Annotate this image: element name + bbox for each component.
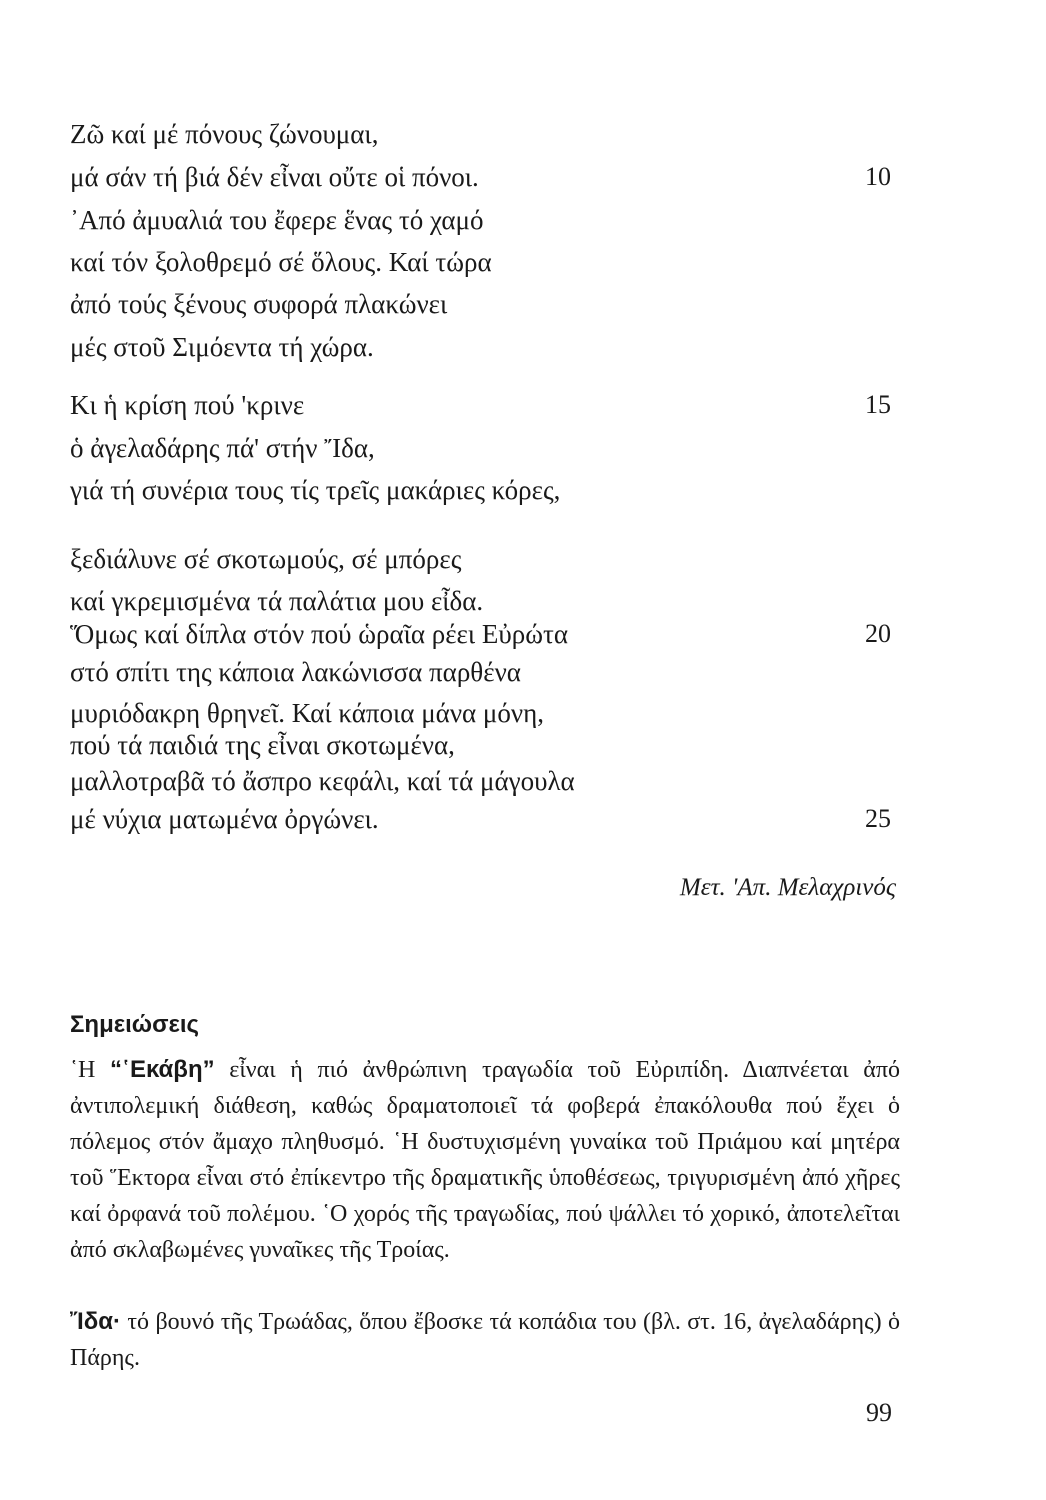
poem-line: ἀπό τούς ξένους συφορά πλακώνει bbox=[70, 289, 448, 319]
notes-paragraph bbox=[70, 1052, 900, 1268]
notes-prefix: ῾Η bbox=[70, 1057, 110, 1083]
notes-body: εἶναι ἡ πιό ἀνθρώπινη τραγωδία τοῦ Εὐριπίδη. Διαπνέεται ἀπό ἀντιπολεμική διάθεση, καθώς δραματοποιεῖ τά φοβερά ἐπακόλουθα πού ἔχει ὁ πόλεμος στόν ἄμαχο πληθυσμό. ῾Η δυστυχισμένη γυναίκα τοῦ Πριάμου καί μητέρα τοῦ Ἕκτορα εἶναι στό ἐπίκεντρο τῆς δραματικῆς ὑποθέσεως, τριγυρισμένη ἀπό χῆρες καί ὀρφανά τοῦ πολέμου. ῾Ο χορός τῆς τραγωδίας, πού ψάλλει τό χορικό, ἀποτελεῖται ἀπό σκλαβωμένες γυναῖκες τῆς Τροίας. bbox=[70, 1057, 900, 1263]
poem-line: μαλλοτραβᾶ τό ἄσπρο κεφάλι, καί τά μάγουλα bbox=[70, 766, 575, 796]
poem-line: γιά τή συνέρια τους τίς τρεῖς μακάριες κόρες, bbox=[70, 475, 561, 505]
translator-credit: Μετ. 'Απ. Μελαχρινός bbox=[679, 874, 896, 901]
poem-line: ᾿Από ἀμυαλιά του ἔφερε ἕνας τό χαμό bbox=[70, 205, 484, 235]
poem-line: μές στοῦ Σιμόεντα τή χώρα. bbox=[70, 332, 374, 362]
line-number: 20 bbox=[865, 619, 891, 648]
poem-line: στό σπίτι της κάποια λακώνισσα παρθένα bbox=[70, 657, 521, 687]
poem-line: καί γκρεμισμένα τά παλάτια μου εἶδα. bbox=[70, 586, 484, 616]
poem-line: πού τά παιδιά της εἶναι σκοτωμένα, bbox=[70, 730, 455, 760]
poem-line: Κι ἡ κρίση πού 'κρινε bbox=[70, 390, 305, 420]
poem-line: ὁ ἀγελαδάρης πά' στήν Ἴδα, bbox=[70, 433, 375, 463]
poem-line: μά σάν τή βιά δέν εἶναι οὔτε οἱ πόνοι. bbox=[70, 162, 479, 192]
line-number: 10 bbox=[865, 162, 891, 191]
page-number: 99 bbox=[866, 1398, 892, 1427]
line-number: 25 bbox=[865, 804, 891, 833]
line-number: 15 bbox=[865, 390, 891, 419]
poem-line: ξεδιάλυνε σέ σκοτωμούς, σέ μπόρες bbox=[70, 544, 462, 574]
poem-line: καί τόν ξολοθρεμό σέ ὅλους. Καί τώρα bbox=[70, 247, 492, 277]
poem-line: μέ νύχια ματωμένα ὀργώνει. bbox=[70, 804, 379, 834]
poem-line: μυριόδακρη θρηνεῖ. Καί κάποια μάνα μόνη, bbox=[70, 698, 544, 728]
glossary-term: Ἴδα· bbox=[70, 1308, 121, 1335]
glossary-definition: τό βουνό τῆς Τρωάδας, ὅπου ἔβοσκε τά κοπάδια του (βλ. στ. 16, ἀγελαδάρης) ὁ Πάρης. bbox=[70, 1309, 900, 1371]
work-title: “῾Εκάβη” bbox=[109, 1056, 215, 1083]
poem-line: Ζῶ καί μέ πόνους ζώνουμαι, bbox=[70, 119, 379, 149]
notes-paragraph bbox=[70, 1304, 900, 1376]
notes-heading: Σημειώσεις bbox=[70, 1011, 200, 1038]
poem-line: Ὅμως καί δίπλα στόν πού ὡραῖα ρέει Εὐρώτα bbox=[70, 619, 569, 649]
